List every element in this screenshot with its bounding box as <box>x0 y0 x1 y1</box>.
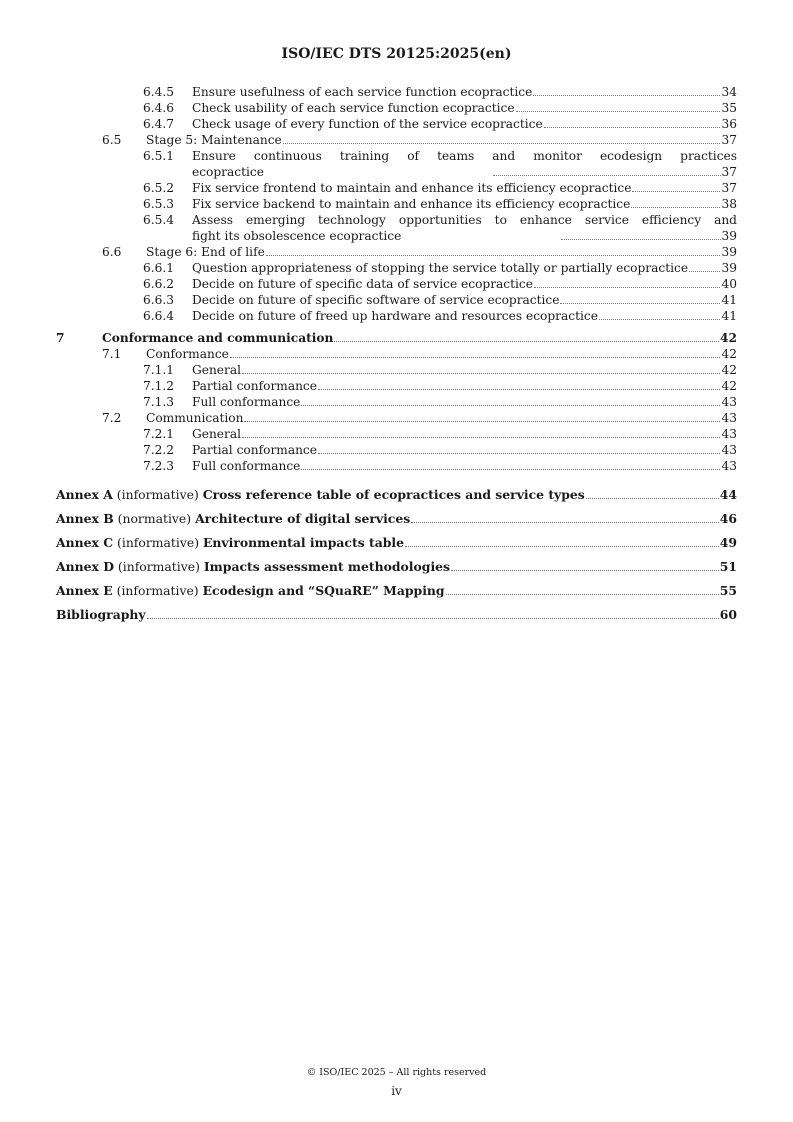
toc-entry-number: 6.5 <box>102 133 122 147</box>
annex-kind: (normative) <box>117 511 192 526</box>
toc-entry-number: 7.1.1 <box>143 363 175 377</box>
toc-entry-page: 43 <box>721 427 737 441</box>
toc-entry-title: Check usage of every function of the service ecopractice <box>192 117 543 131</box>
toc-entry-title: Conformance and communication <box>102 331 334 345</box>
toc-entry-page: 44 <box>719 487 737 502</box>
toc-entry-6-6-4[interactable] <box>56 308 737 324</box>
toc-entry-page: 51 <box>719 559 737 574</box>
toc-entry-6-6-1[interactable] <box>56 260 737 276</box>
toc-entry-title: Communication <box>146 411 244 425</box>
toc-entry-number: 7.1.3 <box>143 395 175 409</box>
annex-label: Annex E <box>56 583 113 598</box>
toc-entry-number: 6.4.6 <box>143 101 175 115</box>
toc-entry-title: Stage 6: End of life <box>146 245 265 259</box>
toc-leader-dots <box>632 191 720 192</box>
toc-entry-7-2-1[interactable] <box>56 426 737 442</box>
toc-bibliography[interactable] <box>56 607 737 624</box>
annex-title: Cross reference table of ecopractices and service types <box>202 487 585 502</box>
toc-leader-dots <box>301 469 720 470</box>
annex-label: Annex D <box>56 559 114 574</box>
toc-entry-number: 6.4.7 <box>143 117 175 131</box>
toc-entry-7[interactable] <box>56 330 737 346</box>
toc-entry-page: 39 <box>721 229 738 243</box>
toc-entry-6-6[interactable] <box>56 244 737 260</box>
toc-entry-number: 6.5.4 <box>143 213 175 227</box>
toc-entry-number: 7.2.1 <box>143 427 175 441</box>
annex-kind: (informative) <box>116 487 199 502</box>
toc-entry-number: 6.6.4 <box>143 309 175 323</box>
toc-entry-page: 60 <box>719 607 737 622</box>
toc-entry-7-2[interactable] <box>56 410 737 426</box>
toc-leader-dots <box>544 127 721 128</box>
bibliography-title: Bibliography <box>56 607 146 622</box>
toc-annex-c[interactable] <box>56 535 737 552</box>
toc-annex-a[interactable] <box>56 487 737 504</box>
toc-entry-page: 36 <box>721 117 737 131</box>
toc-entry-6-4-7[interactable] <box>56 116 737 132</box>
toc-entry-page: 34 <box>721 85 737 99</box>
toc-entry-page: 43 <box>721 459 737 473</box>
toc-entry-page: 39 <box>721 261 737 275</box>
toc-leader-dots <box>283 143 721 144</box>
toc-entry-page: 46 <box>719 511 737 526</box>
toc-entry-page: 35 <box>721 101 737 115</box>
toc-entry-number: 6.6 <box>102 245 122 259</box>
toc-entry-6-5-1[interactable] <box>56 148 737 180</box>
toc-entry-page: 42 <box>721 379 737 393</box>
toc-entry-title: Fix service backend to maintain and enhance its efficiency ecopractice <box>192 197 631 211</box>
annex-kind: (informative) <box>117 559 200 574</box>
toc-entry-number: 7.1 <box>102 347 122 361</box>
toc-annex-e[interactable] <box>56 583 737 600</box>
toc-entry-page: 39 <box>721 245 737 259</box>
toc-entry-number: 6.4.5 <box>143 85 175 99</box>
toc-entry-page: 43 <box>721 395 737 409</box>
toc-entry-number: 6.6.2 <box>143 277 175 291</box>
toc-leader-dots <box>242 373 720 374</box>
toc-entry-6-4-6[interactable] <box>56 100 737 116</box>
toc-entry-number: 6.6.3 <box>143 293 175 307</box>
toc-leader-dots <box>631 207 720 208</box>
toc-leader-dots <box>516 111 721 112</box>
annex-title: Impacts assessment methodologies <box>203 559 451 574</box>
toc-entry-6-5-2[interactable] <box>56 180 737 196</box>
toc-entry-6-5[interactable] <box>56 132 737 148</box>
toc-entry-page: 37 <box>721 165 738 179</box>
toc-entry-6-6-2[interactable] <box>56 276 737 292</box>
toc-leader-dots <box>230 357 721 358</box>
toc-entry-page: 42 <box>721 363 737 377</box>
toc-leader-dots <box>560 303 720 304</box>
toc-annex-d[interactable] <box>56 559 737 576</box>
toc-leader-dots <box>334 341 719 342</box>
toc-entry-number: 6.6.1 <box>143 261 175 275</box>
annex-label: Annex C <box>56 535 114 550</box>
toc-entry-page: 42 <box>721 347 737 361</box>
toc-entry-page: 38 <box>721 197 737 211</box>
page-header: ISO/IEC DTS 20125:2025(en) <box>281 46 512 62</box>
toc-leader-dots <box>689 271 720 272</box>
toc-entry-title: Stage 5: Maintenance <box>146 133 282 147</box>
toc-leader-dots <box>493 175 721 176</box>
toc-entry-title: Question appropriateness of stopping the service totally or partially ecopractice <box>192 261 689 275</box>
annex-label: Annex A <box>56 487 113 502</box>
toc-entry-title-line2: fight its obsolescence ecopractice <box>192 229 402 243</box>
toc-leader-dots <box>534 287 721 288</box>
toc-leader-dots <box>244 421 720 422</box>
toc-entry-title: Fix service frontend to maintain and enhance its efficiency ecopractice <box>192 181 632 195</box>
toc-entry-6-6-3[interactable] <box>56 292 737 308</box>
toc-entry-number: 6.5.2 <box>143 181 175 195</box>
toc-entry-title: Decide on future of specific data of service ecopractice <box>192 277 533 291</box>
toc-entry-6-5-3[interactable] <box>56 196 737 212</box>
toc-annex-b[interactable] <box>56 511 737 528</box>
toc-entry-title: Decide on future of specific software of service ecopractice <box>192 293 560 307</box>
toc-entry-title: Decide on future of freed up hardware and resources ecopractice <box>192 309 598 323</box>
toc-entry-6-4-5[interactable] <box>56 84 737 100</box>
toc-entry-page: 55 <box>719 583 737 598</box>
toc-entry-number: 7.1.2 <box>143 379 175 393</box>
toc-leader-dots <box>561 239 720 240</box>
toc-entry-title: Check usability of each service function ecopractice <box>192 101 515 115</box>
toc-entry-number: 6.5.3 <box>143 197 175 211</box>
toc-leader-dots <box>533 95 720 96</box>
toc-entry-page: 42 <box>720 331 737 345</box>
toc-entry-page: 41 <box>721 309 737 323</box>
toc-entry-7-2-2[interactable] <box>56 442 737 458</box>
toc-entry-title-line1: Assess emerging technology opportunities to enhance service efficiency and <box>192 213 737 227</box>
toc-entry-7-1-2[interactable] <box>56 378 737 394</box>
toc-entry-6-5-4[interactable] <box>56 212 737 244</box>
toc-leader-dots <box>318 453 721 454</box>
toc-entry-page: 37 <box>721 133 737 147</box>
toc-leader-dots <box>586 498 719 499</box>
toc-entry-title: General <box>192 427 241 441</box>
toc-entry-number: 7.2 <box>102 411 122 425</box>
toc-entry-title: Conformance <box>146 347 229 361</box>
toc-entry-page: 43 <box>721 443 737 457</box>
toc-leader-dots <box>446 594 719 595</box>
annex-title: Architecture of digital services <box>195 511 411 526</box>
annex-title: Ecodesign and “SQuaRE” Mapping <box>202 583 445 598</box>
annex-label: Annex B <box>56 511 114 526</box>
toc-entry-page: 40 <box>721 277 737 291</box>
footer-page-number: iv <box>391 1084 402 1098</box>
toc-entry-page: 49 <box>719 535 737 550</box>
toc-leader-dots <box>599 319 721 320</box>
toc-entry-number: 7 <box>56 331 65 345</box>
toc-entry-7-1[interactable] <box>56 346 737 362</box>
toc-entry-7-1-1[interactable] <box>56 362 737 378</box>
toc-entry-page: 41 <box>721 293 737 307</box>
toc-entry-title-line2: ecopractice <box>192 165 264 179</box>
toc-entry-title: General <box>192 363 241 377</box>
toc-entry-number: 7.2.2 <box>143 443 175 457</box>
toc-leader-dots <box>242 437 720 438</box>
annex-kind: (informative) <box>116 583 199 598</box>
toc-entry-title-line1: Ensure continuous training of teams and monitor ecodesign practices <box>192 149 737 163</box>
toc-leader-dots <box>411 522 719 523</box>
annex-title: Environmental impacts table <box>202 535 404 550</box>
footer-copyright: © ISO/IEC 2025 – All rights reserved <box>306 1067 487 1078</box>
toc-entry-title: Full conformance <box>192 395 301 409</box>
annex-kind: (informative) <box>117 535 200 550</box>
toc-leader-dots <box>318 389 721 390</box>
toc-entry-page: 37 <box>721 181 737 195</box>
toc-leader-dots <box>147 618 719 619</box>
toc-entry-title: Full conformance <box>192 459 301 473</box>
toc-entry-7-2-3[interactable] <box>56 458 737 474</box>
toc-leader-dots <box>405 546 719 547</box>
toc-entry-number: 6.5.1 <box>143 149 175 163</box>
toc-entry-title: Partial conformance <box>192 379 317 393</box>
toc-entry-title: Ensure usefulness of each service function ecopractice <box>192 85 533 99</box>
toc-entry-7-1-3[interactable] <box>56 394 737 410</box>
toc-entry-number: 7.2.3 <box>143 459 175 473</box>
table-of-contents <box>56 84 737 624</box>
toc-leader-dots <box>451 570 719 571</box>
toc-entry-page: 43 <box>721 411 737 425</box>
toc-leader-dots <box>301 405 720 406</box>
toc-entry-title: Partial conformance <box>192 443 317 457</box>
toc-leader-dots <box>266 255 721 256</box>
